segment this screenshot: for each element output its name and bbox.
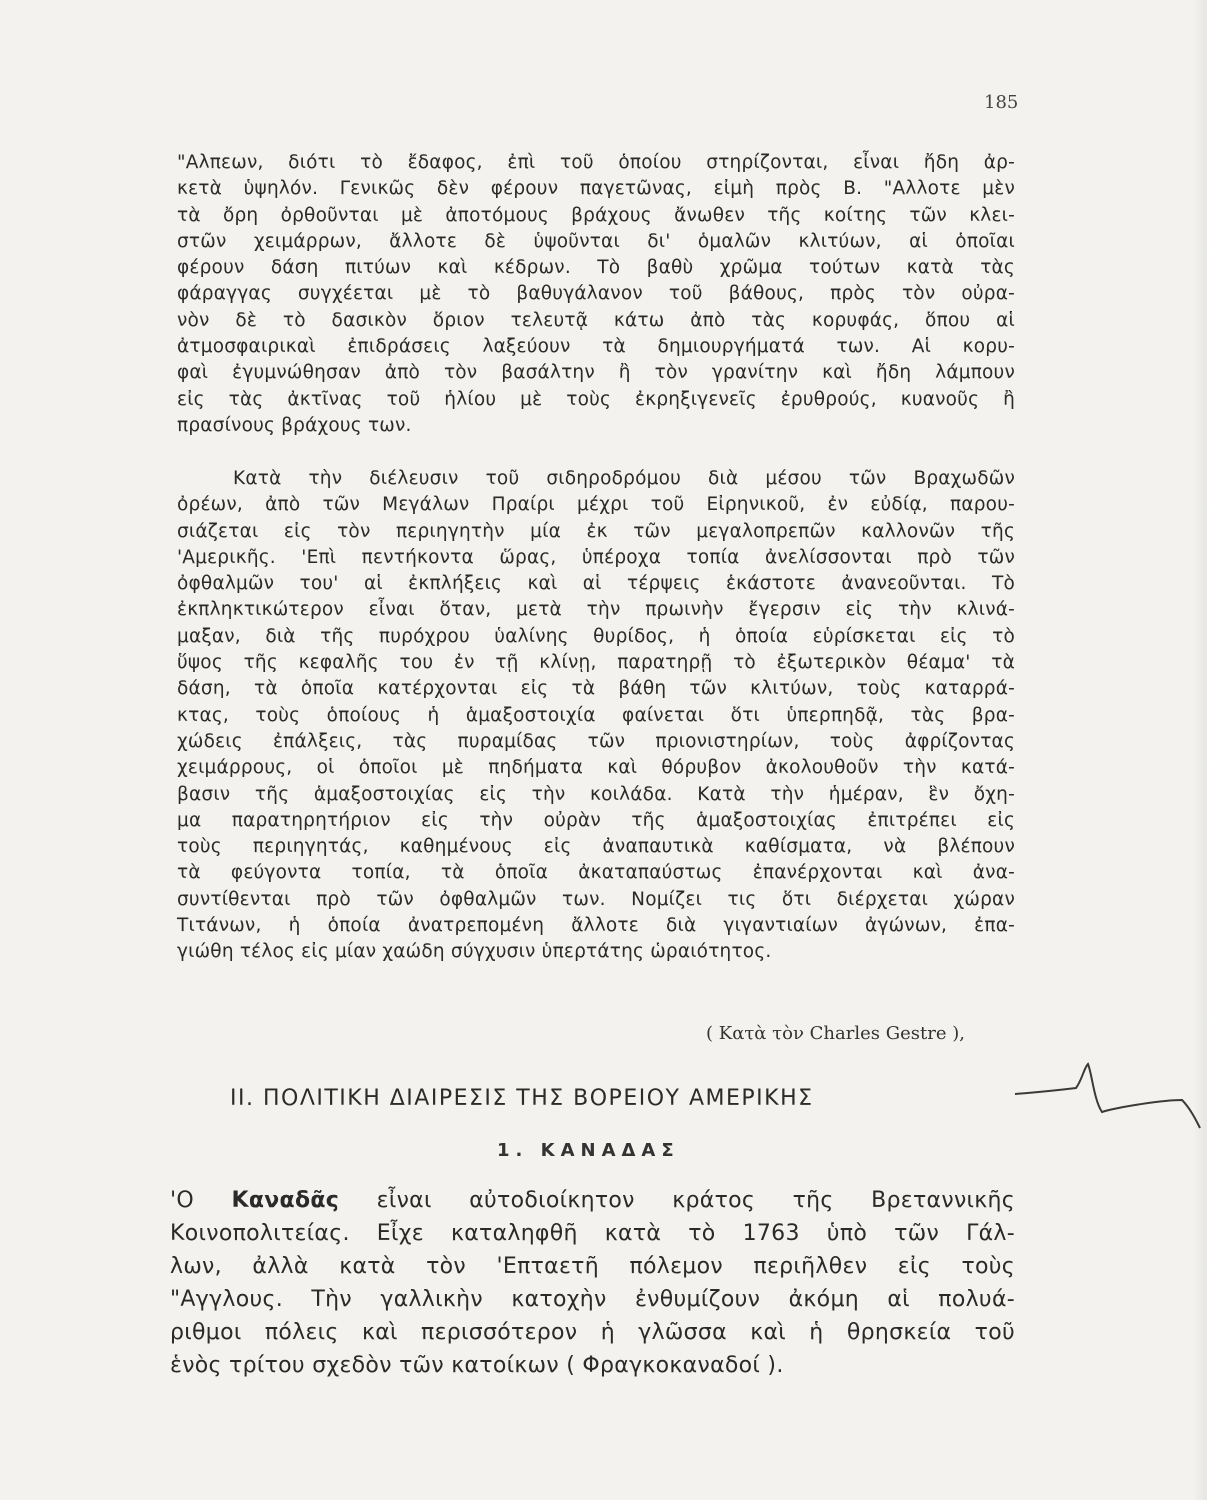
text-line: εἰς τὰς ἀκτῖνας τοῦ ἡλίου μὲ τοὺς ἐκρηξιγενεῖς ἐρυθρούς, κυανοῦς ἢ (177, 388, 1015, 410)
lead-rest: εἶναι αὐτοδιοίκητον κράτος τῆς Βρεταννικῆς (339, 1188, 1015, 1213)
text-line: ὀφθαλμῶν του' αἱ ἐκπλήξεις καὶ αἱ τέρψεις ἑκάστοτε ἀνανεοῦνται. Τὸ (177, 573, 1015, 595)
text-line: πρασίνους βράχους των. (177, 414, 412, 436)
page-number: 185 (984, 92, 1019, 113)
text-line: γιώθη τέλος εἰς μίαν χαώδη σύγχυσιν ὑπερτάτης ὡραιότητος. (177, 941, 772, 963)
text-line: φαὶ ἐγυμνώθησαν ἀπὸ τὸν βασάλτην ἢ τὸν γρανίτην καὶ ἤδη λάμπουν (177, 362, 1015, 384)
text-line: λων, ἀλλὰ κατὰ τὸν 'Επταετῆ πόλεμον περιῆλθεν εἰς τοὺς (170, 1254, 1015, 1279)
text-line (170, 1184, 1015, 1217)
text-line: "Αγγλους. Τὴν γαλλικὴν κατοχὴν ἐνθυμίζουν ἀκόμη αἱ πολυά- (170, 1287, 1015, 1312)
text-line: σιάζεται εἰς τὸν περιηγητὴν μία ἐκ τῶν μεγαλοπρεπῶν καλλονῶν τῆς (177, 520, 1015, 542)
quote-attribution: ( Κατὰ τὸν Charles Gestre ), (706, 1023, 965, 1044)
paragraph-railway-journey (177, 466, 1015, 966)
text-line: συντίθενται πρὸ τῶν ὀφθαλμῶν των. Νομίζει τις ὅτι διέρχεται χώραν (177, 888, 1015, 910)
text-line: "Αλπεων, διότι τὸ ἔδαφος, ἐπὶ τοῦ ὁποίου στηρίζονται, εἶναι ἤδη ἀρ- (177, 152, 1015, 173)
text-line: χειμάρρους, οἱ ὁποῖοι μὲ πηδήματα καὶ θόρυβον ἀκολουθοῦν τὴν κατά- (177, 757, 1015, 779)
text-line: τοὺς περιηγητάς, καθημένους εἰς ἀναπαυτικὰ καθίσματα, νὰ βλέπουν (177, 836, 1015, 858)
page-edge-shadow (1193, 0, 1207, 1500)
text-line: νὸν δὲ τὸ δασικὸν ὅριον τελευτᾷ κάτω ἀπὸ τὰς κορυφάς, ὅπου αἱ (177, 309, 1015, 331)
subsection-title-canada: 1. ΚΑΝΑΔΑΣ (497, 1140, 680, 1161)
text-line: ἑνὸς τρίτου σχεδὸν τῶν κατοίκων ( Φραγκοκαναδοί ). (170, 1353, 784, 1378)
text-line: μα παρατηρητήριον εἰς τὴν οὐρὰν τῆς ἁμαξοστοιχίας ἐπιτρέπει εἰς (177, 809, 1015, 831)
text-line: δάση, τὰ ὁποῖα κατέρχονται εἰς τὰ βάθη τῶν κλιτύων, τοὺς καταρρά- (177, 678, 1015, 700)
text-line: στῶν χειμάρρων, ἄλλοτε δὲ ὑψοῦνται δι' ὁμαλῶν κλιτύων, αἱ ὁποῖαι (177, 230, 1015, 252)
section-title: ΙΙ. ΠΟΛΙΤΙΚΗ ΔΙΑΙΡΕΣΙΣ ΤΗΣ ΒΟΡΕΙΟΥ ΑΜΕΡΙΚΗΣ (230, 1086, 814, 1111)
text-line: κετὰ ὑψηλόν. Γενικῶς δὲν φέρουν παγετῶνας, εἰμὴ πρὸς Β. "Αλλοτε μὲν (177, 178, 1015, 200)
text-line: Κατὰ τὴν διέλευσιν τοῦ σιδηροδρόμου διὰ μέσου τῶν Βραχωδῶν (233, 468, 1015, 489)
text-line: Κοινοπολιτείας. Εἶχε καταληφθῆ κατὰ τὸ 1763 ὑπὸ τῶν Γάλ- (170, 1221, 1015, 1246)
pen-mark-icon (1010, 1060, 1207, 1130)
text-line: ὕψος τῆς κεφαλῆς του ἐν τῇ κλίνῃ, παρατηρῇ τὸ ἐξωτερικὸν θέαμα' τὰ (177, 652, 1015, 674)
text-line: φέρουν δάση πιτύων καὶ κέδρων. Τὸ βαθὺ χρῶμα τούτων κατὰ τὰς (177, 257, 1015, 279)
text-line: ὀρέων, ἀπὸ τῶν Μεγάλων Πραίρι μέχρι τοῦ Εἰρηνικοῦ, ἐν εὐδίᾳ, παρου- (177, 494, 1015, 516)
text-line: ἀτμοσφαιρικαὶ ἐπιδράσεις λαξεύουν τὰ δημιουργήματά των. Αἱ κορυ- (177, 336, 1015, 358)
text-line: ριθμοι πόλεις καὶ περισσότερον ἡ γλῶσσα καὶ ἡ θρησκεία τοῦ (170, 1320, 1015, 1345)
text-line: τὰ φεύγοντα τοπία, τὰ ὁποῖα ἀκαταπαύστως ἐπανέρχονται καὶ ἀνα- (177, 862, 1015, 884)
paragraph-canada (170, 1184, 1015, 1382)
text-line: Τιτάνων, ἡ ὁποία ἀνατρεπομένη ἄλλοτε διὰ γιγαντιαίων ἀγώνων, ἐπα- (177, 915, 1015, 937)
text-line: φάραγγας συγχέεται μὲ τὸ βαθυγάλανον τοῦ βάθους, πρὸς τὸν οὐρα- (177, 283, 1015, 305)
text-line: κτας, τοὺς ὁποίους ἡ ἁμαξοστοιχία φαίνεται ὅτι ὑπερπηδᾷ, τὰς βρα- (177, 704, 1015, 726)
text-line: χώδεις ἐπάλξεις, τὰς πυραμίδας τῶν πριονιστηρίων, τοὺς ἀφρίζοντας (177, 730, 1015, 752)
text-line: τὰ ὄρη ὀρθοῦνται μὲ ἀποτόμους βράχους ἄνωθεν τῆς κοίτης τῶν κλει- (177, 204, 1015, 226)
paragraph-alps-description (177, 150, 1015, 439)
keyword-canada: Καναδᾶς (231, 1188, 340, 1213)
text-line: μαξαν, διὰ τῆς πυρόχρου ὑαλίνης θυρίδος, ἡ ὁποία εὑρίσκεται εἰς τὸ (177, 625, 1015, 647)
text-line: ἐκπληκτικώτερον εἶναι ὅταν, μετὰ τὴν πρωινὴν ἔγερσιν εἰς τὴν κλινά- (177, 599, 1015, 621)
text-line: βασιν τῆς ἁμαξοστοιχίας εἰς τὴν κοιλάδα. Κατὰ τὴν ἡμέραν, ἓν ὄχη- (177, 783, 1015, 805)
lead-prefix: 'Ο (170, 1188, 232, 1213)
text-line: 'Αμερικῆς. 'Επὶ πεντήκοντα ὥρας, ὑπέροχα τοπία ἀνελίσσονται πρὸ τῶν (177, 546, 1015, 568)
